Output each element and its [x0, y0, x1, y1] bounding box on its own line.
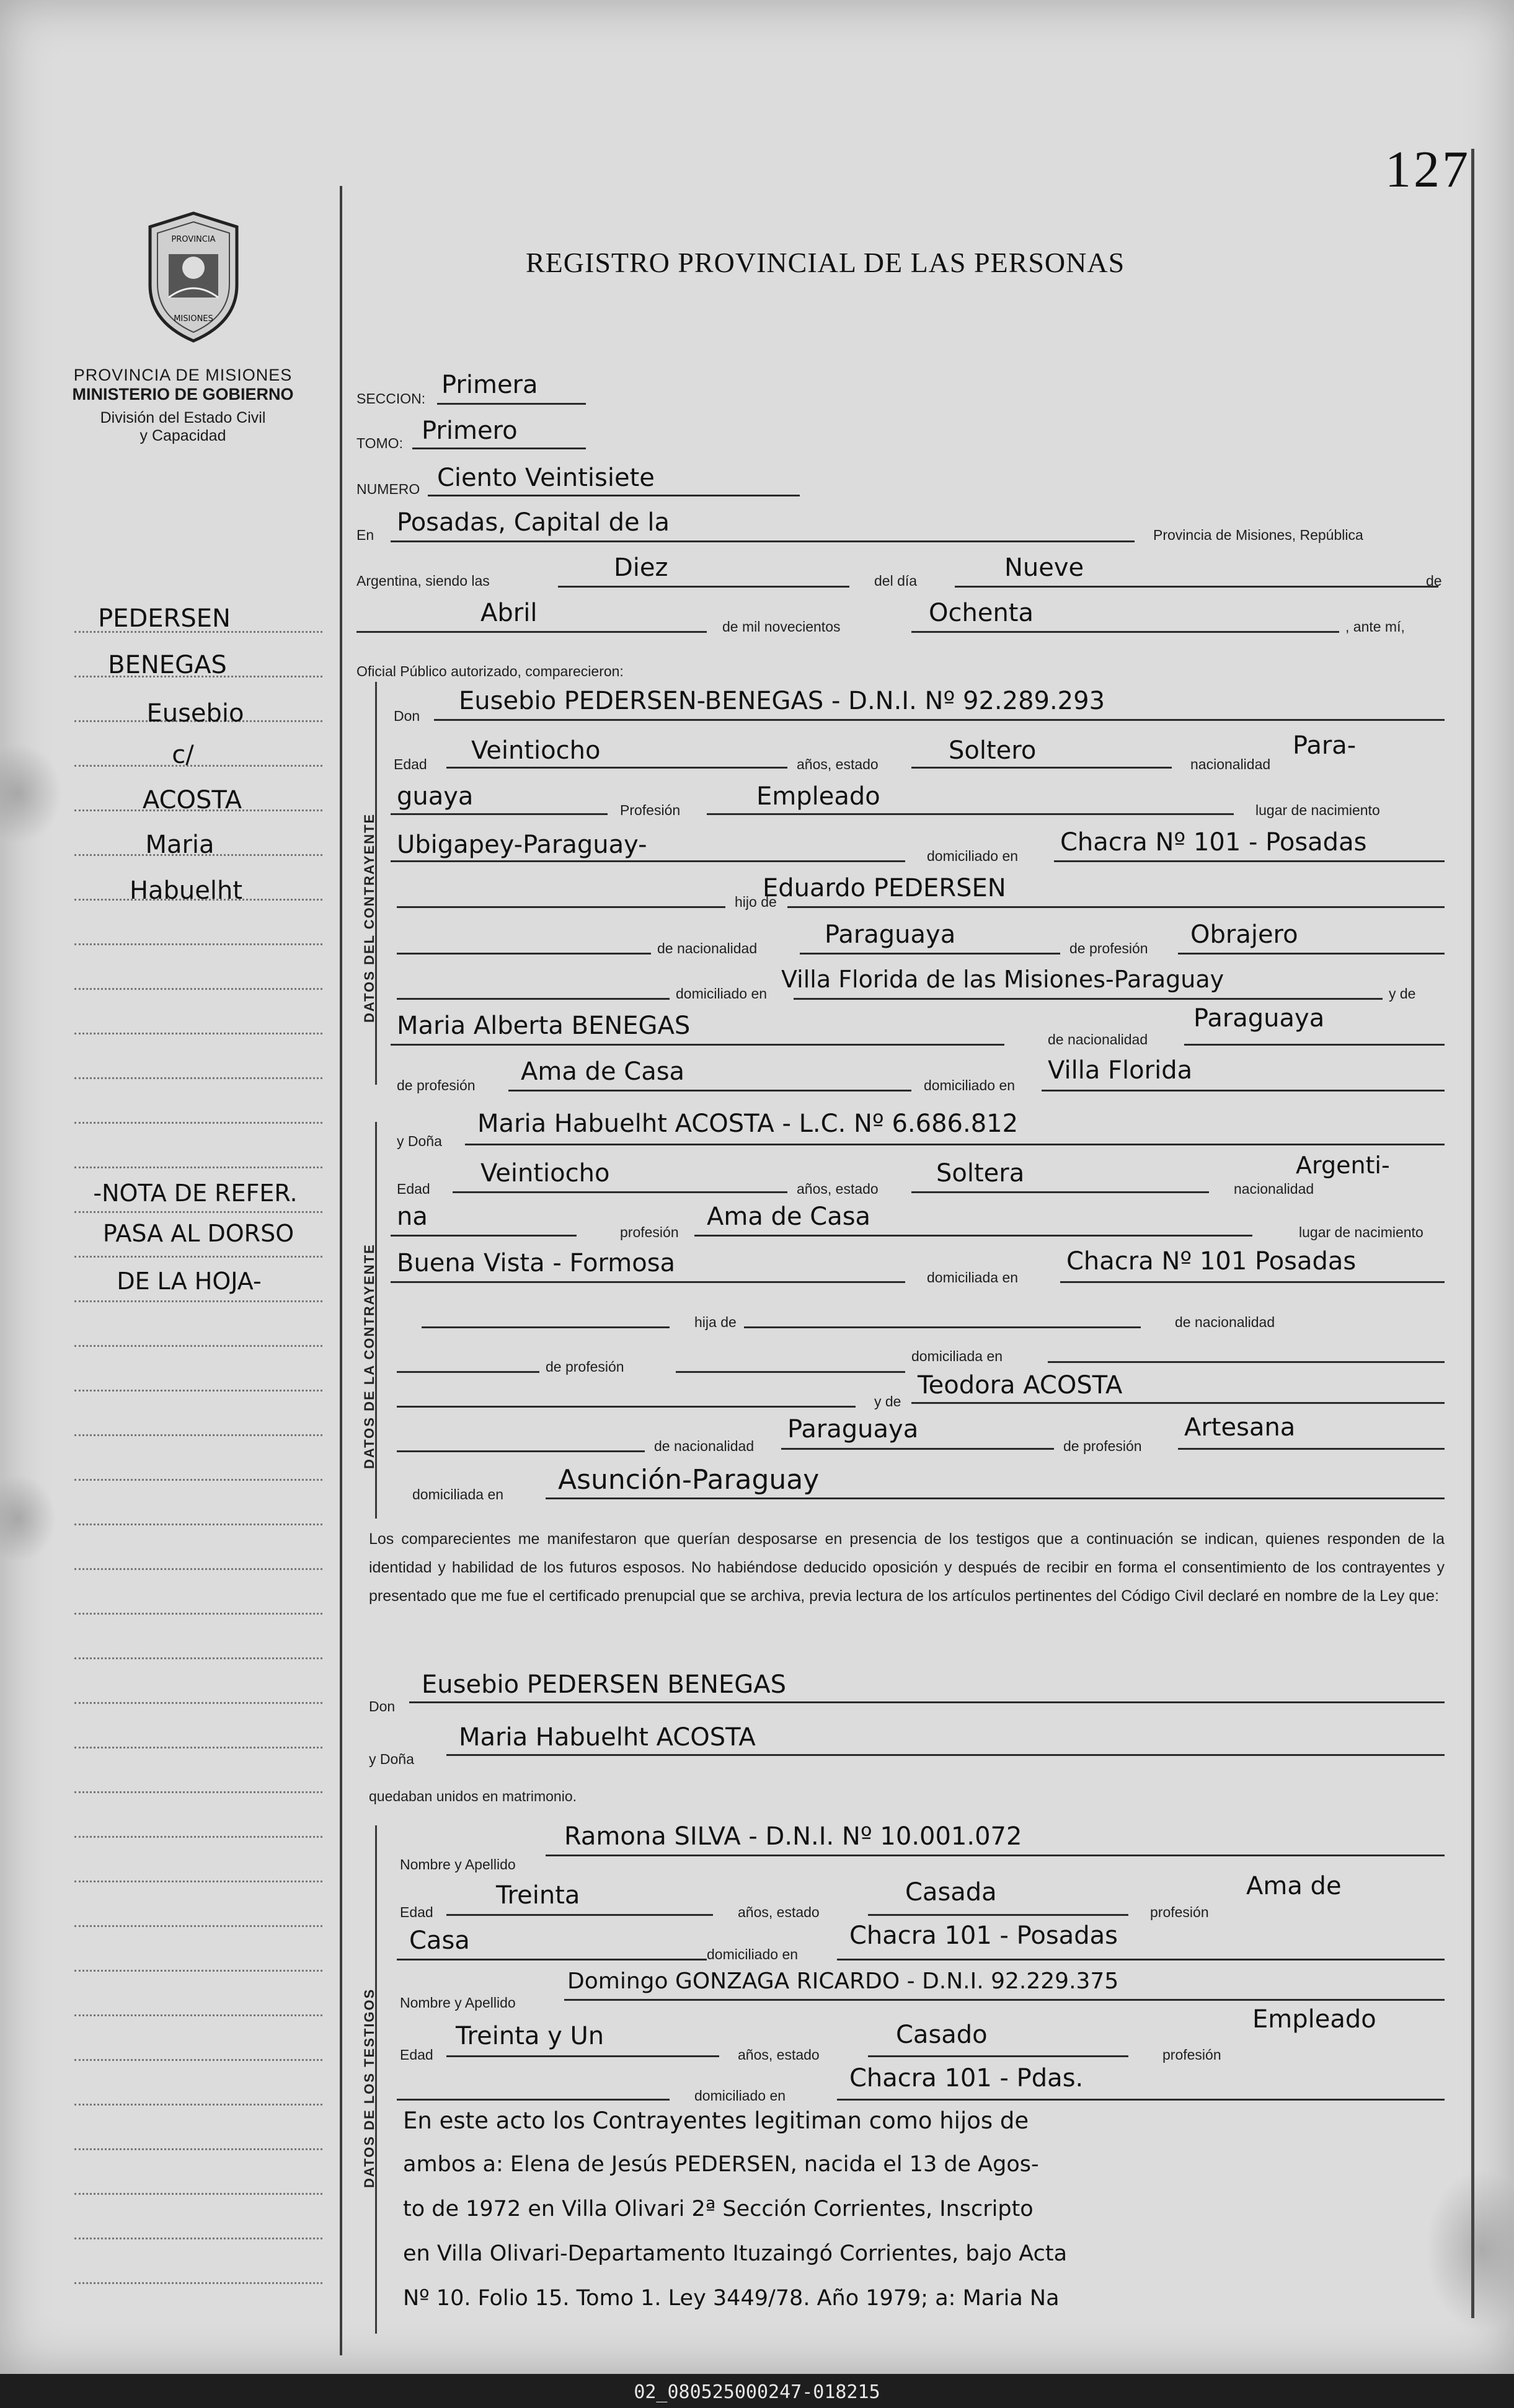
- margin-note-line-3: DE LA HOJA-: [117, 1268, 262, 1295]
- t2-dom-blank: [397, 2099, 670, 2101]
- t1-prof-label: profesión: [1150, 1904, 1209, 1920]
- nombre-underline: [434, 719, 1445, 721]
- margin-rule: [74, 1434, 322, 1436]
- padre-nac-label: de nacionalidad: [657, 940, 758, 956]
- contrayenta-madre: Teodora ACOSTA: [918, 1371, 1123, 1400]
- margin-rule: [74, 1033, 322, 1034]
- ante-mi-label: , ante mí,: [1345, 619, 1405, 635]
- c-madre-nac-blank: [397, 1450, 645, 1452]
- dia-underline: [955, 586, 1438, 588]
- margin-name-1: Eusebio: [146, 699, 244, 728]
- t2-nombre-underline: [564, 1999, 1445, 2001]
- numero-label: NUMERO: [356, 481, 420, 497]
- t1-prof2-underline: [397, 1959, 707, 1960]
- hora-underline: [558, 586, 849, 588]
- padre-dom-underline: [794, 998, 1383, 1000]
- t2-prof-label: profesión: [1162, 2047, 1221, 2063]
- division-line-1: División del Estado Civil: [100, 409, 266, 426]
- margin-rule: [74, 943, 322, 945]
- estado-underline: [911, 767, 1172, 769]
- madre-nombre: Maria Alberta BENEGAS: [397, 1012, 691, 1040]
- oficial-label: Oficial Público autorizado, comparecieron:: [356, 663, 624, 679]
- c-profesion-label: profesión: [620, 1224, 679, 1240]
- mes-underline: [356, 631, 707, 633]
- ministry-block: [37, 366, 329, 445]
- domicilio-underline: [1054, 860, 1445, 862]
- padre-dom-label: domiciliado en: [676, 986, 768, 1002]
- margin-rule: [74, 1613, 322, 1615]
- en-value: Posadas, Capital de la: [397, 508, 670, 537]
- margin-surname-3: ACOSTA: [142, 786, 242, 814]
- t2-nombre-label: Nombre y Apellido: [400, 1995, 516, 2011]
- margin-rule: [74, 1122, 322, 1124]
- testigo-1-estado: Casada: [905, 1878, 997, 1907]
- madre-dom-label: domiciliado en: [924, 1077, 1016, 1093]
- padre-nombre: Eduardo PEDERSEN: [763, 874, 1006, 902]
- contrayente-estado: Soltero: [949, 736, 1037, 765]
- t1-dom-underline: [837, 1959, 1445, 1960]
- edad-underline: [446, 767, 787, 769]
- margin-divider: [340, 186, 342, 2355]
- madre-domicilio: Villa Florida: [1048, 1056, 1193, 1085]
- page-edge-line: [1471, 149, 1474, 2318]
- dia-value: Nueve: [1004, 553, 1084, 582]
- edad-label: Edad: [394, 756, 427, 772]
- prof2-underline: [676, 1371, 905, 1373]
- contrayenta-madre-domicilio: Asunción-Paraguay: [558, 1464, 820, 1496]
- margin-rule: [74, 2148, 322, 2150]
- margin-rule: [74, 1479, 322, 1481]
- contrayente-nacionalidad-2: guaya: [397, 782, 474, 811]
- en-underline: [391, 540, 1135, 542]
- seccion-value: Primera: [441, 371, 538, 399]
- domic-label: domiciliado en: [927, 848, 1019, 864]
- margin-note-line-1: -NOTA DE REFER.: [93, 1180, 298, 1207]
- c-estado-label: años, estado: [797, 1181, 879, 1197]
- c-madre-underline: [911, 1402, 1445, 1404]
- t1-estado-label: años, estado: [738, 1904, 820, 1920]
- t2-edad-underline: [446, 2055, 719, 2057]
- padre-prof-label: de profesión: [1069, 940, 1148, 956]
- registry-title: REGISTRO PROVINCIAL DE LAS PERSONAS: [526, 247, 1125, 278]
- nota-line-4: en Villa Olivari-Departamento Ituzaingó Corrientes, bajo Acta: [403, 2241, 1068, 2266]
- madre-underline: [391, 1044, 1004, 1046]
- numero-value: Ciento Veintisiete: [437, 464, 655, 492]
- margin-rule: [74, 1747, 322, 1749]
- hija-underline: [744, 1326, 1141, 1328]
- margin-rule: [74, 2104, 322, 2106]
- province-label: PROVINCIA DE MISIONES: [73, 366, 293, 384]
- c-lugar-underline: [391, 1281, 905, 1283]
- madre-prof-underline: [508, 1090, 911, 1092]
- mes-value: Abril: [480, 599, 538, 627]
- hija-label: hija de: [694, 1314, 737, 1330]
- c-domicilio-underline: [1060, 1281, 1445, 1283]
- esposo-nombre: Eusebio PEDERSEN BENEGAS: [422, 1670, 786, 1699]
- margin-surname-1: PEDERSEN: [98, 604, 231, 633]
- margin-rule: [74, 2014, 322, 2016]
- lugar-underline: [391, 860, 905, 862]
- estado-label: años, estado: [797, 756, 879, 772]
- declaracion-paragraph: Los comparecientes me manifestaron que querían desposarse en presencia de los testigos que a continuación se indican, quienes responden de la identidad y habilidad de los futuros esposos. No habiéndose deducido oposición y después de recibir en forma el consentimiento de los contrayentes y presentado que me fue el certificado prenupcial que se archiva, previa lectura de los artículos pertinentes del Código Civil declaré en nombre de la Ley que:: [369, 1530, 1445, 1605]
- madre-prof-label: de profesión: [397, 1077, 476, 1093]
- lugar-label: lugar de nacimiento: [1255, 802, 1380, 818]
- ministry-label: MINISTERIO DE GOBIERNO: [72, 385, 294, 404]
- t1-edad-label: Edad: [400, 1904, 433, 1920]
- don-label: Don: [394, 708, 420, 724]
- margin-rule: [74, 1077, 322, 1079]
- contrayenta-madre-nacionalidad: Paraguaya: [787, 1415, 919, 1444]
- contrayente-lugar: Ubigapey-Paraguay-: [397, 831, 647, 859]
- padre-nac-blank: [397, 953, 651, 955]
- nac2-underline: [391, 813, 608, 815]
- testigo-2-domicilio: Chacra 101 - Pdas.: [849, 2064, 1084, 2093]
- c-edad-label: Edad: [397, 1181, 430, 1197]
- nota-line-1: En este acto los Contrayentes legitiman como hijos de: [403, 2107, 1029, 2134]
- c-estado-underline: [911, 1191, 1209, 1193]
- testigos-side-label: DATOS DE LOS TESTIGOS: [361, 1988, 377, 2188]
- c-madre-prof-underline: [1178, 1448, 1445, 1450]
- madre-profesion: Ama de Casa: [521, 1057, 685, 1086]
- margin-rule: [74, 2193, 322, 2195]
- t2-estado-label: años, estado: [738, 2047, 820, 2063]
- margin-rule: [74, 2238, 322, 2239]
- page-number: 127: [1385, 141, 1471, 198]
- margin-rule: [74, 1211, 322, 1213]
- margin-rule: [74, 1524, 322, 1525]
- madre-nacionalidad: Paraguaya: [1193, 1004, 1325, 1033]
- del-dia-label: del día: [874, 573, 918, 589]
- esposo-underline: [409, 1701, 1445, 1703]
- t2-edad-label: Edad: [400, 2047, 433, 2063]
- c-nac-label: nacionalidad: [1234, 1181, 1314, 1197]
- c-madre-nac-label: de nacionalidad: [654, 1438, 755, 1454]
- testigo-2-edad: Treinta y Un: [456, 2022, 604, 2050]
- crest-bottom-text: MISIONES: [174, 314, 213, 324]
- padre-domicilio: Villa Florida de las Misiones-Paraguay: [781, 966, 1224, 993]
- t1-dom-label: domiciliado en: [707, 1946, 799, 1962]
- contrayenta-side-label: DATOS DE LA CONTRAYENTE: [361, 1243, 377, 1469]
- padre-profesion: Obrajero: [1190, 920, 1298, 949]
- margin-rule: [74, 1791, 322, 1793]
- nota-line-2: ambos a: Elena de Jesús PEDERSEN, nacida el 13 de Agos-: [403, 2152, 1039, 2177]
- testigo-1-nombre: Ramona SILVA - D.N.I. Nº 10.001.072: [564, 1822, 1022, 1851]
- testigo-2-profesion: Empleado: [1252, 2005, 1376, 2034]
- margin-rule: [74, 2059, 322, 2061]
- t1-edad-underline: [446, 1914, 713, 1916]
- margin-rule: [74, 1256, 322, 1258]
- t1-nombre-label: Nombre y Apellido: [400, 1856, 516, 1872]
- c-domic-label: domiciliada en: [927, 1269, 1019, 1286]
- contrayenta-domicilio: Chacra Nº 101 Posadas: [1066, 1247, 1357, 1276]
- padre-dom-blank: [397, 998, 670, 1000]
- dom2-underline: [1048, 1361, 1445, 1363]
- testigo-1-profesion-2: Casa: [409, 1926, 470, 1955]
- t2-estado-underline: [868, 2055, 1128, 2057]
- madre-nac-underline: [1184, 1044, 1445, 1046]
- contrayente-domicilio: Chacra Nº 101 - Posadas: [1060, 828, 1367, 857]
- padre-underline: [787, 906, 1445, 908]
- contrayenta-madre-profesion: Artesana: [1184, 1413, 1296, 1442]
- c-nac2-underline: [391, 1235, 577, 1237]
- division-line-2: y Capacidad: [139, 427, 226, 444]
- nac-label: nacionalidad: [1190, 756, 1271, 772]
- de-label: de: [1426, 573, 1442, 589]
- t1-estado-underline: [868, 1914, 1128, 1916]
- contrayente-edad: Veintiocho: [471, 736, 601, 765]
- margin-rule: [74, 1167, 322, 1168]
- contrayenta-lugar: Buena Vista - Formosa: [397, 1249, 676, 1277]
- hijo-blank-underline: [397, 906, 725, 908]
- y-de-blank: [397, 1406, 856, 1408]
- margin-name-3: Habuelht: [129, 876, 243, 905]
- contrayente-nacionalidad-1: Para-: [1293, 731, 1357, 760]
- dona-label: y Doña: [397, 1133, 442, 1149]
- contrayenta-edad: Veintiocho: [480, 1159, 610, 1188]
- crest-top-text: PROVINCIA: [171, 235, 216, 244]
- tomo-underline: [412, 448, 586, 449]
- esposa-underline: [446, 1754, 1445, 1756]
- c-madre-nac-underline: [781, 1448, 1054, 1450]
- testigo-1-profesion-1: Ama de: [1246, 1872, 1342, 1900]
- madre-nac-label: de nacionalidad: [1048, 1031, 1148, 1047]
- margin-name-2: Maria: [145, 831, 215, 859]
- hijo-label: hijo de: [735, 894, 777, 910]
- margin-rule: [74, 1836, 322, 1838]
- margin-rule: [74, 1345, 322, 1347]
- contrayenta-nacionalidad-2: na: [397, 1202, 428, 1231]
- hora-value: Diez: [614, 553, 668, 582]
- contrayenta-profesion: Ama de Casa: [707, 1202, 871, 1231]
- margin-rule: [74, 1568, 322, 1570]
- contrayente-side-label: DATOS DEL CONTRAYENTE: [361, 813, 377, 1023]
- contrayente-nombre: Eusebio PEDERSEN-BENEGAS - D.N.I. Nº 92.289.293: [459, 687, 1105, 715]
- c-madre-dom-underline: [546, 1497, 1445, 1499]
- numero-underline: [428, 495, 800, 496]
- quedaban-label: quedaban unidos en matrimonio.: [369, 1788, 577, 1804]
- madre-dom-underline: [1042, 1090, 1445, 1092]
- mil-label: de mil novecientos: [722, 619, 841, 635]
- prof2-blank: [397, 1371, 539, 1373]
- padre-prof-underline: [1178, 953, 1445, 955]
- t2-dom-label: domiciliado en: [694, 2088, 786, 2104]
- margin-note-line-2: PASA AL DORSO: [102, 1220, 294, 1247]
- margin-rule: [74, 1970, 322, 1972]
- contrayenta-nombre: Maria Habuelht ACOSTA - L.C. Nº 6.686.812: [477, 1109, 1019, 1138]
- argentina-label: Argentina, siendo las: [356, 573, 490, 589]
- padre-nac-underline: [800, 953, 1060, 955]
- profesion-underline: [707, 813, 1234, 815]
- margin-rule: [74, 988, 322, 990]
- margin-rule: [74, 2282, 322, 2284]
- contrayenta-nombre-underline: [465, 1144, 1445, 1145]
- seccion-underline: [437, 403, 586, 405]
- c-nac2-label: de nacionalidad: [1175, 1314, 1275, 1330]
- y-de-label: y de: [1389, 986, 1416, 1002]
- testigo-1-edad: Treinta: [496, 1881, 580, 1910]
- decl-dona-label: y Doña: [369, 1751, 414, 1767]
- c-madre-prof-label: de profesión: [1063, 1438, 1142, 1454]
- margin-rule: [74, 1925, 322, 1927]
- decl-don-label: Don: [369, 1698, 396, 1714]
- c-lugar-label: lugar de nacimiento: [1299, 1224, 1423, 1240]
- profesion-label: Profesión: [620, 802, 681, 818]
- nota-line-5: Nº 10. Folio 15. Tomo 1. Ley 3449/78. Año 1979; a: Maria Na: [403, 2286, 1060, 2311]
- margin-rule: [74, 1300, 322, 1302]
- margin-connector: c/: [172, 741, 194, 769]
- testigo-1-domicilio: Chacra 101 - Posadas: [849, 1921, 1118, 1950]
- seccion-label: SECCION:: [356, 390, 426, 407]
- padre-nacionalidad: Paraguaya: [825, 920, 956, 949]
- hija-blank: [422, 1326, 670, 1328]
- anio-underline: [911, 631, 1339, 633]
- c-dom2-label: domiciliada en: [911, 1348, 1003, 1364]
- c-edad-underline: [453, 1191, 787, 1193]
- tomo-value: Primero: [422, 417, 518, 445]
- margin-rule: [74, 1657, 322, 1659]
- margin-rule: [74, 1881, 322, 1882]
- provincia-label: Provincia de Misiones, República: [1153, 527, 1363, 543]
- t2-dom-underline: [837, 2099, 1445, 2101]
- testigo-2-nombre: Domingo GONZAGA RICARDO - D.N.I. 92.229.375: [567, 1969, 1119, 1994]
- c-madre-dom-label: domiciliada en: [412, 1486, 504, 1502]
- province-crest-icon: [144, 211, 243, 344]
- anio-value: Ochenta: [929, 599, 1034, 627]
- contrayenta-nacionalidad-1: Argenti-: [1296, 1152, 1390, 1179]
- c-y-de-label: y de: [874, 1393, 901, 1409]
- margin-rule: [74, 1702, 322, 1704]
- scan-id: 02_080525000247-018215: [634, 2381, 880, 2403]
- nota-line-3: to de 1972 en Villa Olivari 2ª Sección Corrientes, Inscripto: [403, 2197, 1034, 2221]
- margin-surname-2: BENEGAS: [108, 651, 227, 679]
- t1-nombre-underline: [546, 1855, 1445, 1856]
- testigo-2-estado: Casado: [896, 2021, 988, 2049]
- c-prof2-label: de profesión: [546, 1359, 624, 1375]
- tomo-label: TOMO:: [356, 435, 403, 451]
- en-label: En: [356, 527, 374, 543]
- esposa-nombre: Maria Habuelht ACOSTA: [459, 1723, 756, 1752]
- contrayente-profesion: Empleado: [756, 782, 880, 811]
- c-profesion-underline: [694, 1235, 1252, 1237]
- margin-rule: [74, 1390, 322, 1391]
- contrayenta-estado: Soltera: [936, 1159, 1025, 1188]
